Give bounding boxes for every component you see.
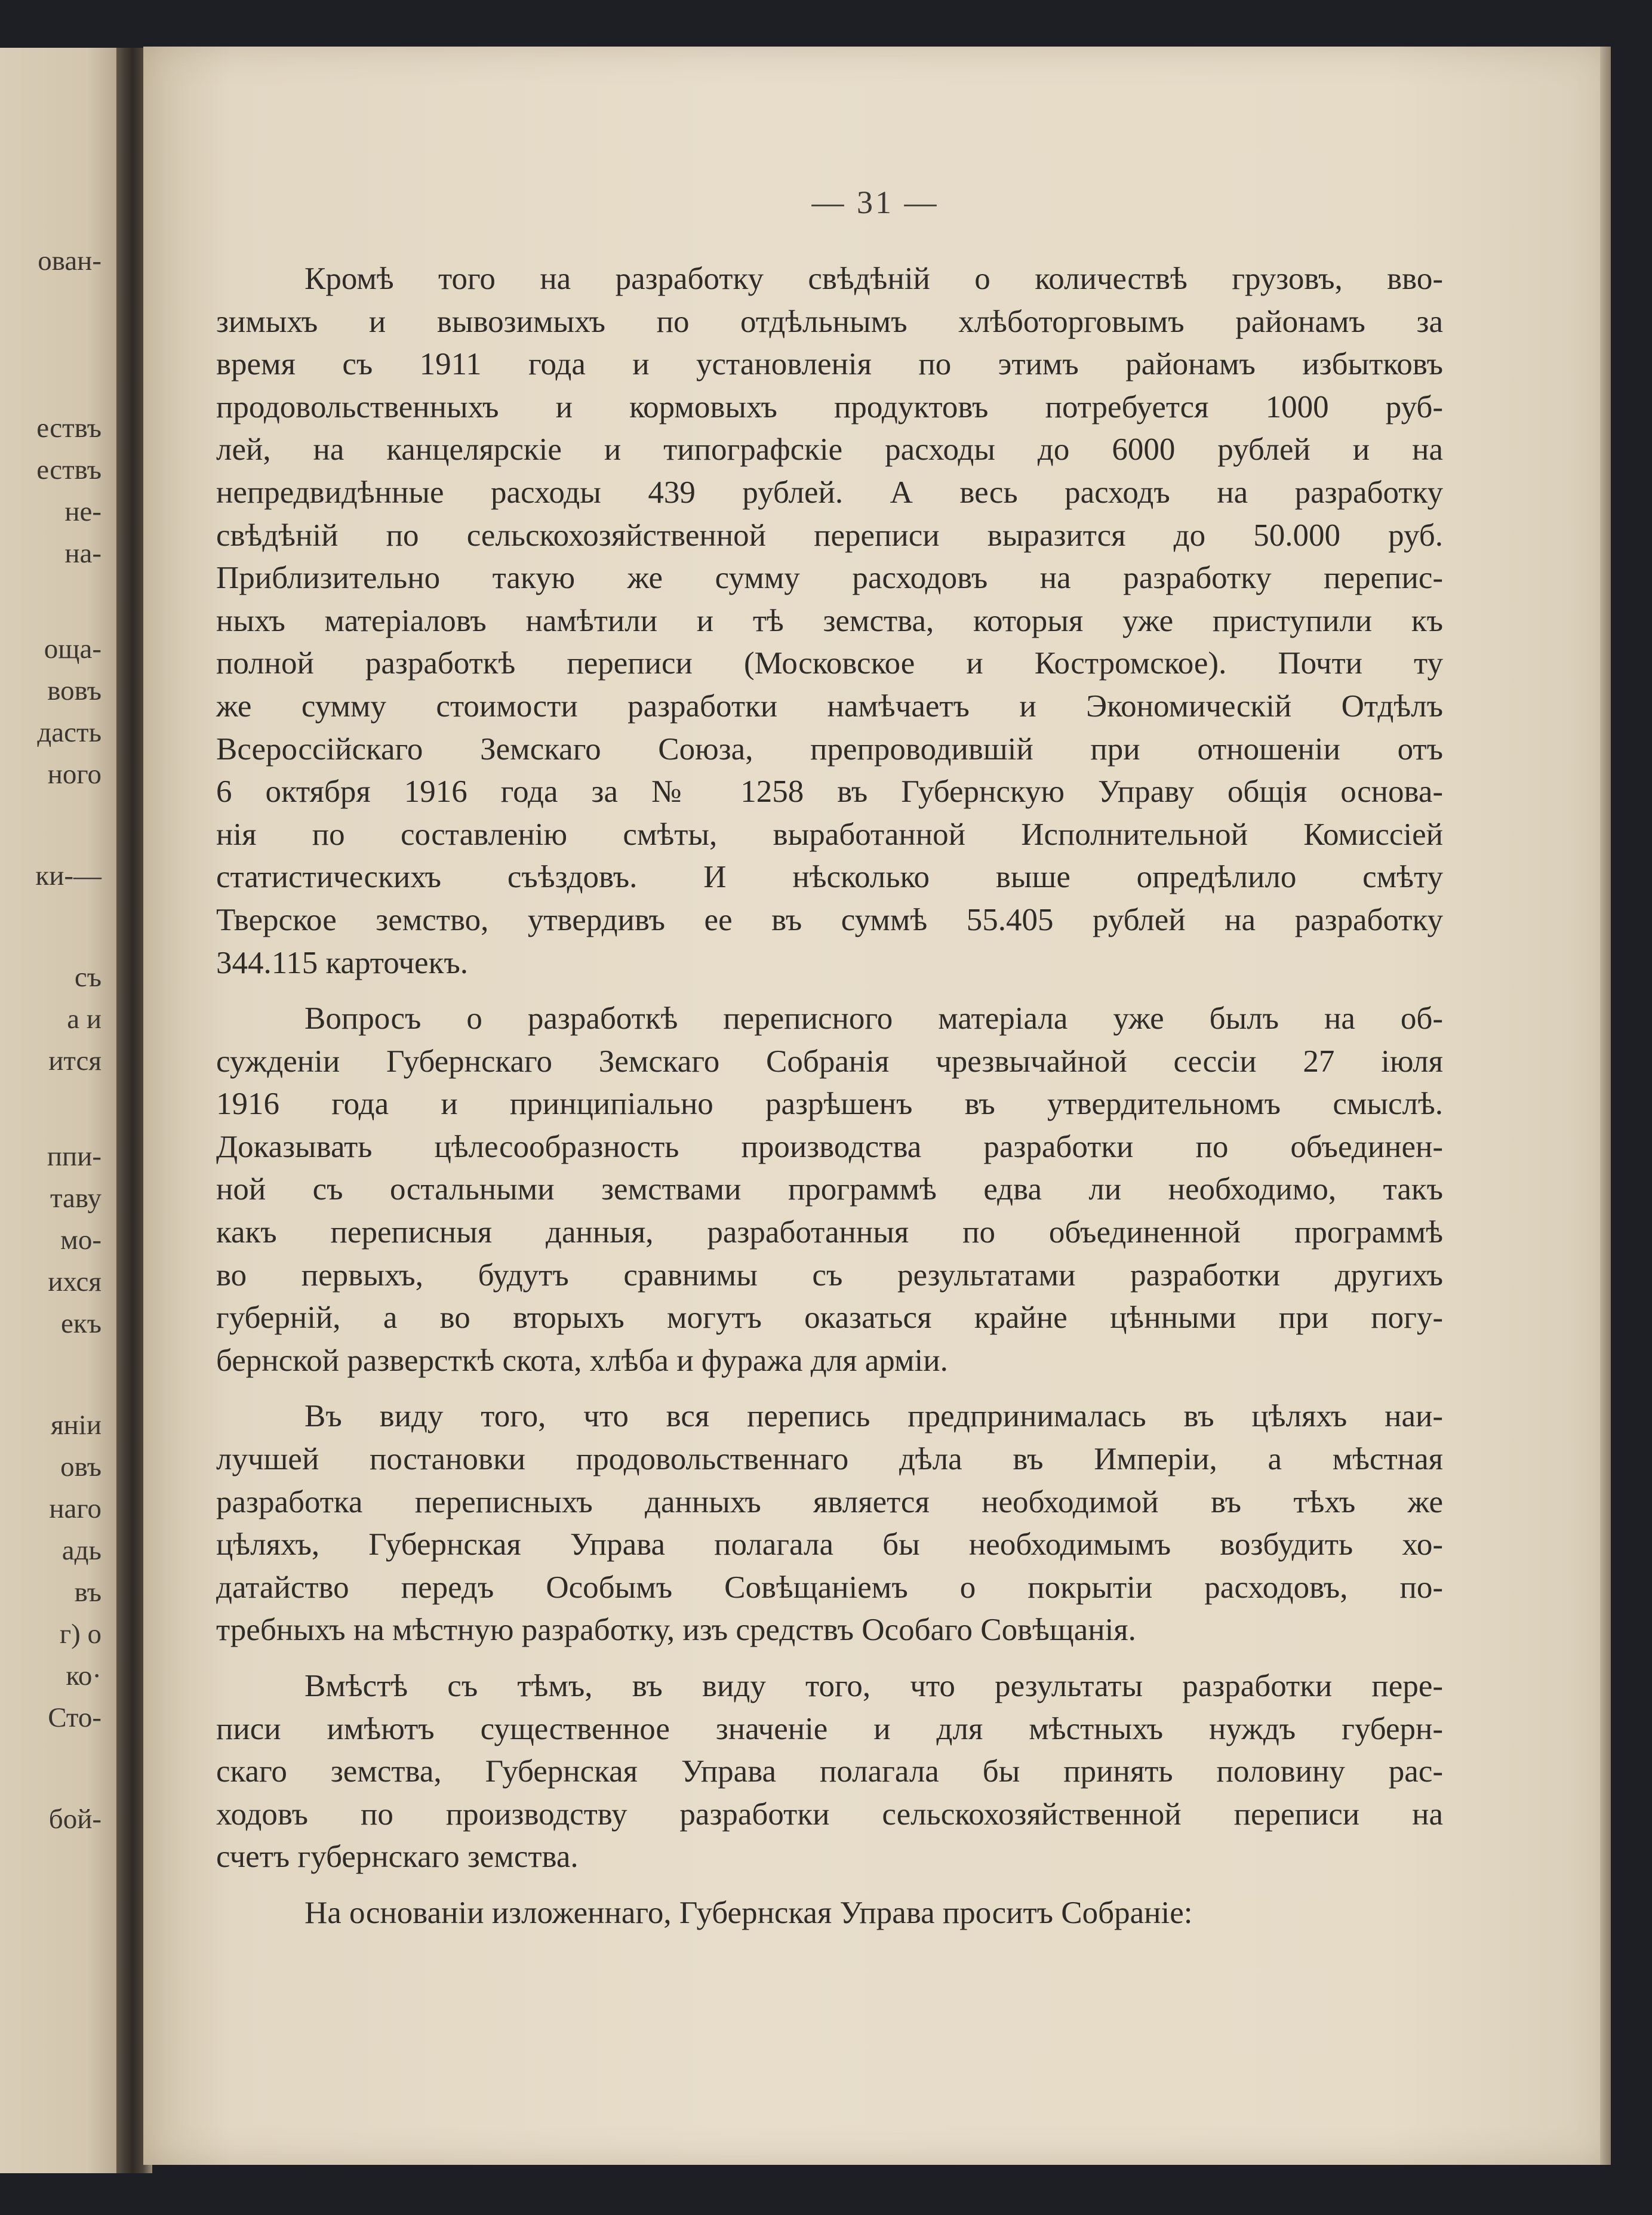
left-page-edge bbox=[0, 48, 125, 2173]
left-page-fragment: Сто- bbox=[48, 1702, 101, 1733]
left-page-fragment: адь bbox=[61, 1535, 101, 1566]
paragraph bbox=[216, 1892, 1443, 1935]
text-line: цѣляхъ, Губернская Управа полагала бы необходимымъ возбудить хо- bbox=[216, 1527, 1443, 1562]
text-line: ходовъ по производству разработки сельскохозяйственной переписи на bbox=[216, 1796, 1443, 1832]
text-line: 6 октября 1916 года за № 1258 въ Губернскую Управу общiя основа- bbox=[216, 774, 1443, 810]
left-page-fragment: а и bbox=[67, 1004, 101, 1035]
left-page-fragment: съ bbox=[74, 962, 101, 993]
text-line: счетъ губернскаго земства. bbox=[216, 1839, 579, 1875]
left-page-fragment: ного bbox=[47, 759, 101, 790]
text-line: Всероссiйскаго Земскаго Союза, препроводившiй при отношенiи отъ bbox=[216, 731, 1443, 767]
left-page-fragment: ихся bbox=[48, 1266, 101, 1297]
text-line: полной разработкѣ переписи (Московское и Костромское). Почти ту bbox=[216, 646, 1443, 681]
text-line: продовольственныхъ и кормовыхъ продуктовъ потребуется 1000 руб- bbox=[216, 389, 1443, 424]
text-line: На основанiи изложеннаго, Губернская Управа проситъ Собранiе: bbox=[304, 1895, 1193, 1930]
page-text bbox=[216, 258, 1443, 1935]
text-line: бернской разверсткѣ скота, хлѣба и фуража для армiи. bbox=[216, 1343, 948, 1378]
left-page-fragment: дасть bbox=[37, 717, 101, 748]
paragraph bbox=[216, 998, 1443, 1382]
left-page-fragment: ппи- bbox=[47, 1141, 101, 1172]
left-page-fragment: г) о bbox=[59, 1619, 101, 1650]
page-number: — 31 — bbox=[811, 184, 939, 220]
left-page-fragment: бой- bbox=[48, 1804, 101, 1835]
text-line: время съ 1911 года и установленiя по этимъ районамъ избытковъ bbox=[216, 347, 1443, 382]
text-line: зимыхъ и вывозимыхъ по отдѣльнымъ хлѣботорговымъ районамъ за bbox=[216, 304, 1443, 339]
text-line: лей, на канцелярскiе и типографскiе расходы до 6000 рублей и на bbox=[216, 432, 1443, 467]
left-page-fragment: таву bbox=[50, 1183, 101, 1214]
text-line: ныхъ матерiаловъ намѣтили и тѣ земства, которыя уже приступили къ bbox=[216, 603, 1443, 638]
text-line: сужденiи Губернскаго Земскаго Собранiя чрезвычайной сессiи 27 iюля bbox=[216, 1044, 1443, 1079]
left-page-fragment: ки-— bbox=[35, 860, 101, 891]
text-line: Въ виду того, что вся перепись предпринималась въ цѣляхъ наи- bbox=[304, 1399, 1443, 1434]
text-line: какъ переписныя данныя, разработанныя по объединенной программѣ bbox=[216, 1215, 1443, 1250]
paragraph bbox=[216, 1665, 1443, 1879]
text-line: 344.115 карточекъ. bbox=[216, 945, 468, 980]
left-page-fragment: янiи bbox=[51, 1410, 101, 1441]
text-line: датайство передъ Особымъ Совѣщанiемъ о покрытiи расходовъ, по- bbox=[216, 1570, 1443, 1605]
text-line: же сумму стоимости разработки намѣчаетъ и Экономическiй Отдѣлъ bbox=[216, 688, 1443, 724]
text-line: 1916 года и принципiально разрѣшенъ въ утвердительномъ смыслѣ. bbox=[216, 1087, 1443, 1122]
text-line: статистическихъ съѣздовъ. И нѣсколько выше опредѣлило смѣту bbox=[216, 860, 1443, 895]
left-page-fragment: ится bbox=[48, 1045, 101, 1076]
text-line: Доказывать цѣлесообразность производства разработки по объединен- bbox=[216, 1129, 1443, 1164]
left-page-fragment: овъ bbox=[60, 1451, 101, 1482]
paragraph bbox=[216, 258, 1443, 985]
text-line: непредвидѣнные расходы 439 рублей. А весь расходъ на разработку bbox=[216, 475, 1443, 510]
text-line: нiя по составленiю смѣты, выработанной Исполнительной Комиссiей bbox=[216, 817, 1443, 852]
text-line: ной съ остальными земствами программѣ едва ли необходимо, такъ bbox=[216, 1172, 1443, 1207]
text-line: Кромѣ того на разработку свѣдѣнiй о количествѣ грузовъ, вво- bbox=[304, 262, 1443, 296]
left-page-fragment: ован- bbox=[38, 245, 101, 276]
page-edge bbox=[1600, 47, 1611, 2165]
text-line: Вмѣстѣ съ тѣмъ, въ виду того, что результаты разработки пере- bbox=[304, 1669, 1443, 1703]
left-page-fragment: оща- bbox=[44, 633, 101, 664]
left-page-fragment: вовъ bbox=[47, 675, 101, 706]
paragraph bbox=[216, 1395, 1443, 1652]
text-line: разработка переписныхъ данныхъ является необходимой въ тѣхъ же bbox=[216, 1484, 1443, 1519]
text-line: Тверское земство, утвердивъ ее въ суммѣ 55.405 рублей на разработку bbox=[216, 902, 1443, 937]
text-line: Вопросъ о разработкѣ переписного матерiала уже былъ на об- bbox=[304, 1001, 1443, 1036]
left-page-fragment: екъ bbox=[61, 1308, 101, 1339]
left-page-fragment: ествъ bbox=[36, 413, 101, 444]
text-line: во первыхъ, будутъ сравнимы съ результатами разработки другихъ bbox=[216, 1257, 1443, 1293]
text-line: Приблизительно такую же сумму расходовъ на разработку перепис- bbox=[216, 561, 1443, 596]
left-page-fragment: наго bbox=[49, 1493, 101, 1524]
left-page-fragment: въ bbox=[74, 1577, 101, 1608]
left-page-fragment: ко· bbox=[66, 1660, 101, 1691]
left-page-fragment: мо- bbox=[60, 1225, 101, 1256]
text-line: свѣдѣнiй по сельскохозяйственной переписи выразится до 50.000 руб. bbox=[216, 518, 1443, 553]
left-page-fragment: на- bbox=[64, 538, 101, 569]
text-line: писи имѣютъ существенное значенiе и для мѣстныхъ нуждъ губерн- bbox=[216, 1711, 1443, 1746]
text-line: требныхъ на мѣстную разработку, изъ средствъ Особаго Совѣщанiя. bbox=[216, 1613, 1136, 1648]
text-line: скаго земства, Губернская Управа полагала бы принять половину рас- bbox=[216, 1754, 1443, 1789]
text-line: губернiй, а во вторыхъ могутъ оказаться крайне цѣнными при погу- bbox=[216, 1300, 1443, 1336]
text-line: лучшей постановки продовольственнаго дѣла въ Имперiи, а мѣстная bbox=[216, 1442, 1443, 1477]
left-page-fragment: ествъ bbox=[36, 454, 101, 485]
left-page-fragment: не- bbox=[64, 496, 101, 527]
